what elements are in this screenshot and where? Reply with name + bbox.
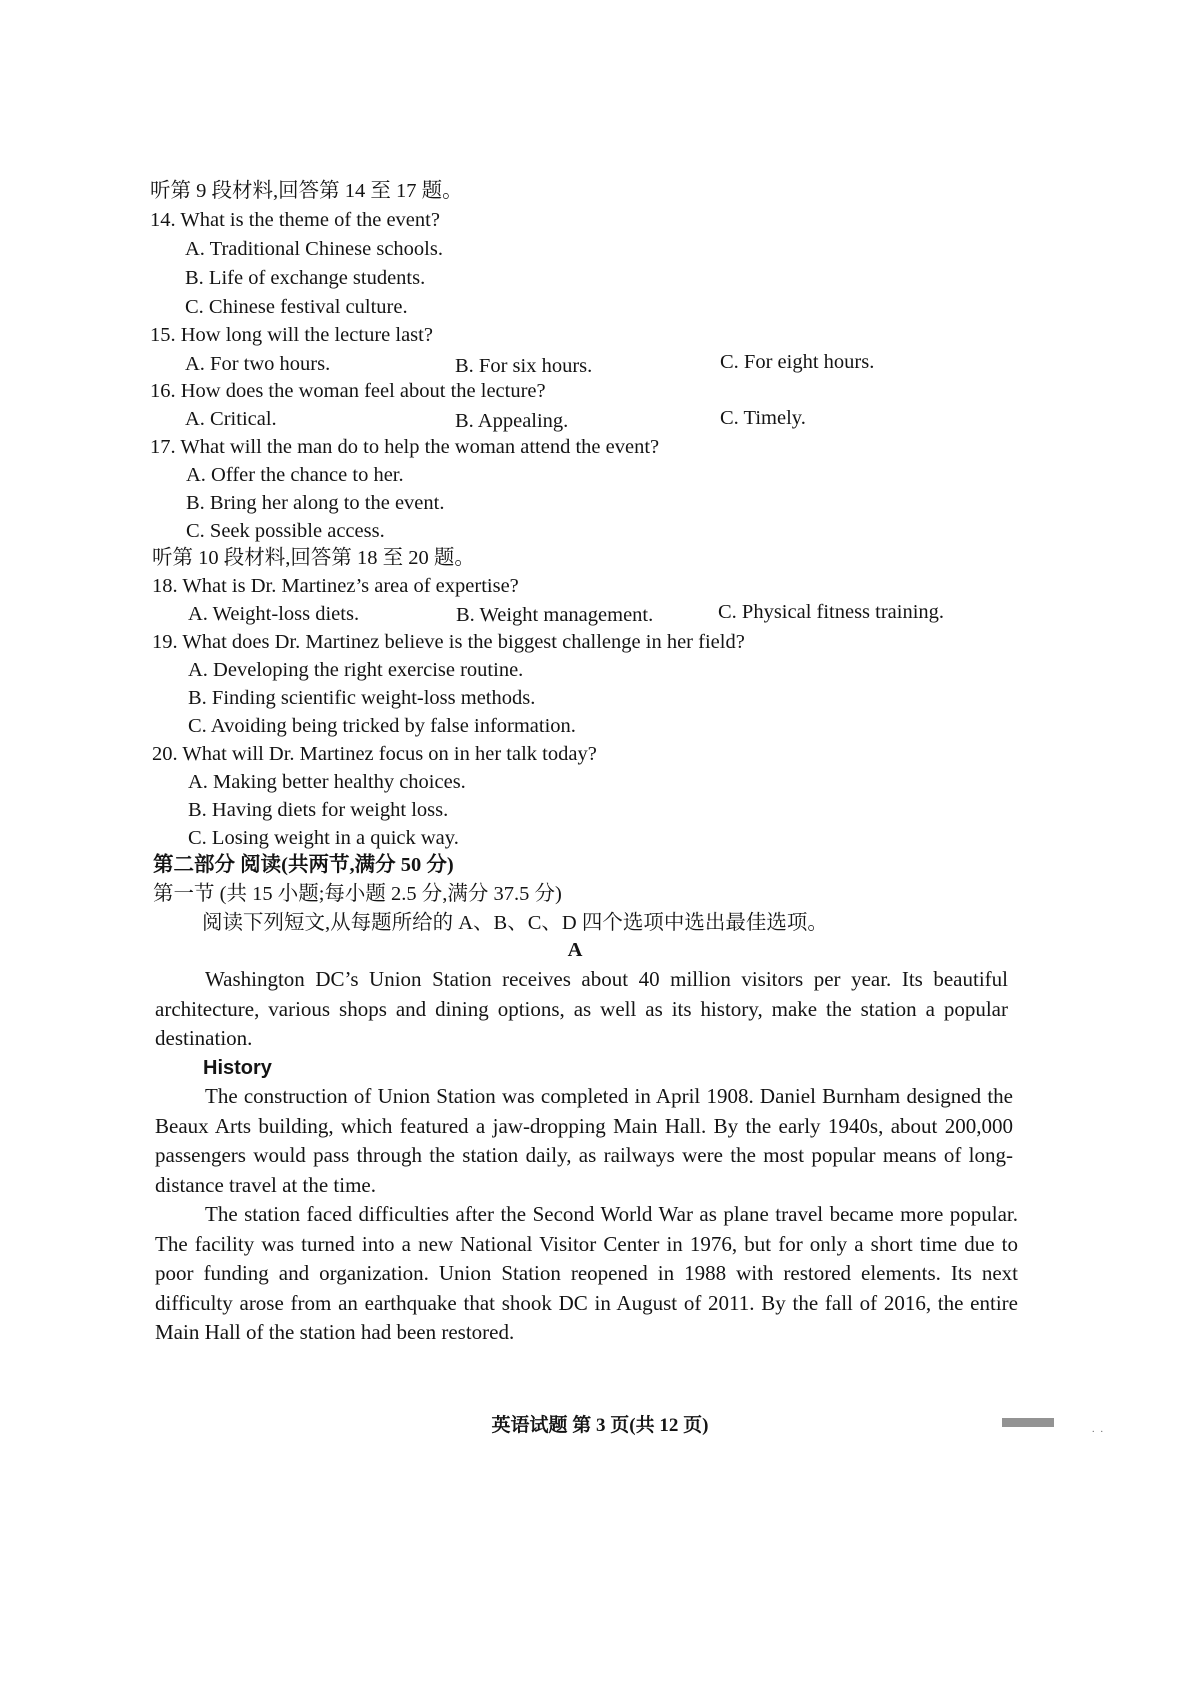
question-18-option-c: C. Physical fitness training.: [718, 601, 945, 623]
question-17-option-b: B. Bring her along to the event.: [186, 492, 445, 514]
passage-intro: Washington DC’s Union Station receives about 40 million visitors per year. Its beautiful architecture, various shops and dining options, as well as its history, make the station a popular destination.: [155, 967, 1008, 1051]
question-18-stem: 18. What is Dr. Martinez’s area of expertise?: [152, 575, 519, 597]
question-16-option-a: A. Critical.: [185, 408, 277, 430]
question-19-option-c: C. Avoiding being tricked by false information.: [188, 715, 576, 737]
passage-subheading: History: [203, 1057, 272, 1079]
question-19-option-b: B. Finding scientific weight-loss methods.: [188, 687, 536, 709]
question-16-option-c: C. Timely.: [720, 407, 806, 429]
question-20-stem: 20. What will Dr. Martinez focus on in her talk today?: [152, 743, 597, 765]
question-20-option-a: A. Making better healthy choices.: [188, 771, 466, 793]
question-17-stem: 17. What will the man do to help the woman attend the event?: [150, 436, 660, 458]
reading-section-heading: 第一节 (共 15 小题;每小题 2.5 分,满分 37.5 分): [153, 883, 562, 905]
reading-part-heading: 第二部分 阅读(共两节,满分 50 分): [153, 854, 454, 876]
page-footer: 英语试题 第 3 页(共 12 页): [491, 1415, 709, 1436]
question-16-option-b: B. Appealing.: [455, 410, 569, 432]
question-14-stem: 14. What is the theme of the event?: [150, 209, 440, 231]
question-19-stem: 19. What does Dr. Martinez believe is the biggest challenge in her field?: [152, 631, 745, 653]
question-14-option-a: A. Traditional Chinese schools.: [185, 238, 443, 260]
reading-instruction: 阅读下列短文,从每题所给的 A、B、C、D 四个选项中选出最佳选项。: [202, 912, 828, 934]
question-14-option-c: C. Chinese festival culture.: [185, 296, 408, 318]
question-15-option-b: B. For six hours.: [455, 355, 593, 377]
question-15-stem: 15. How long will the lecture last?: [150, 324, 433, 346]
scan-dots: ..: [1092, 1424, 1109, 1435]
question-17-option-c: C. Seek possible access.: [186, 520, 385, 542]
question-18-option-b: B. Weight management.: [456, 604, 654, 626]
scan-mark: [1002, 1418, 1054, 1427]
question-18-option-a: A. Weight-loss diets.: [188, 603, 360, 625]
question-16-stem: 16. How does the woman feel about the lecture?: [150, 380, 546, 402]
question-15-option-c: C. For eight hours.: [720, 351, 875, 373]
question-14-option-b: B. Life of exchange students.: [185, 267, 426, 289]
question-20-option-c: C. Losing weight in a quick way.: [188, 827, 459, 849]
passage-paragraph-2: The station faced difficulties after the Second World War as plane travel became more popular. The facility was turned into a new National Visitor Center in 1976, but for only a short time due to poor funding and organization. Union Station reopened in 1988 with restored elements. Its next difficulty arose from an earthquake that shook DC in August of 2011. By the fall of 2016, the entire Main Hall of the station had been restored.: [155, 1202, 1018, 1345]
passage-label: A: [567, 939, 583, 961]
question-20-option-b: B. Having diets for weight loss.: [188, 799, 449, 821]
question-17-option-a: A. Offer the chance to her.: [186, 464, 404, 486]
section-intro-part10: 听第 10 段材料,回答第 18 至 20 题。: [152, 547, 475, 569]
question-19-option-a: A. Developing the right exercise routine.: [188, 659, 524, 681]
section-intro-part9: 听第 9 段材料,回答第 14 至 17 题。: [150, 180, 463, 202]
passage-paragraph-1: The construction of Union Station was completed in April 1908. Daniel Burnham designed the Beaux Arts building, which featured a jaw-dropping Main Hall. By the early 1940s, about 200,000 passengers would pass through the station daily, as railways were the most popular means of long-distance travel at the time.: [155, 1084, 1013, 1197]
question-15-option-a: A. For two hours.: [185, 353, 331, 375]
